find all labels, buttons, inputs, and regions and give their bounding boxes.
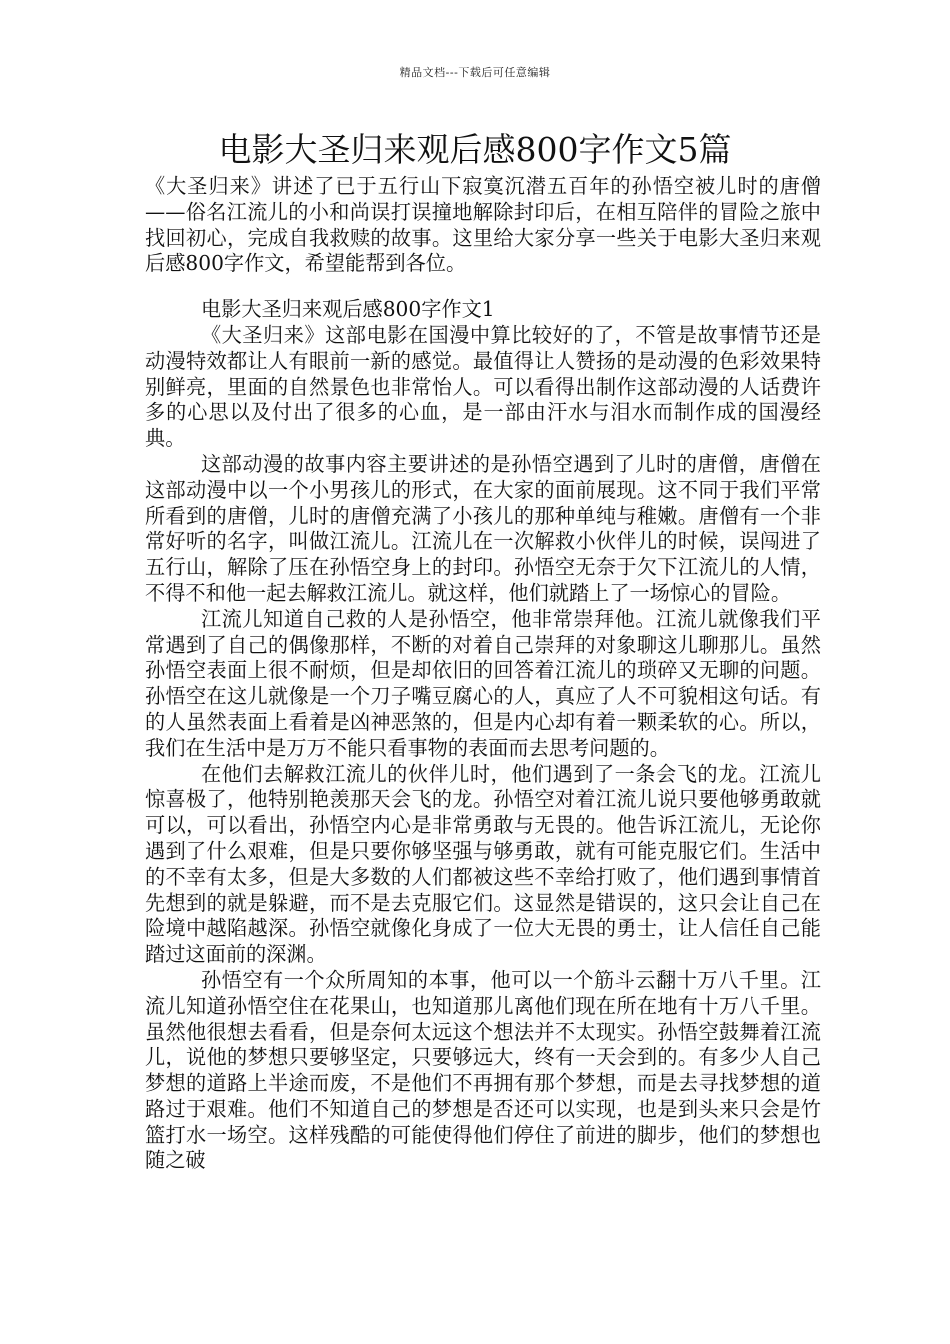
header-note: 精品文档---下载后可任意编辑: [399, 66, 551, 79]
body-paragraph: 孙悟空有一个众所周知的本事，他可以一个筋斗云翻十万八千里。江流儿知道孙悟空住在花果山，也知道那儿离他们现在所在地有十万八千里。虽然他很想去看看，但是奈何太远这个想法并不太现实。孙悟空鼓舞着江流儿，说他的梦想只要够坚定，只要够远大，终有一天会到的。有多少人自己梦想的道路上半途而废，不是他们不再拥有那个梦想，而是去寻找梦想的道路过于艰难。他们不知道自己的梦想是否还可以实现，也是到头来只会是竹篮打水一场空。这样残酷的可能使得他们停住了前进的脚步，他们的梦想也随之破: [145, 967, 821, 1173]
section-heading: 电影大圣归来观后感800字作文1: [201, 297, 495, 322]
intro-paragraph: 《大圣归来》讲述了已于五行山下寂寞沉潜五百年的孙悟空被儿时的唐僧——俗名江流儿的小和尚误打误撞地解除封印后，在相互陪伴的冒险之旅中找回初心，完成自我救赎的故事。这里给大家分享一些关于电影大圣归来观后感800字作文，希望能帮到各位。: [145, 174, 821, 276]
document-body: [145, 174, 821, 1174]
document-title: 电影大圣归来观后感800字作文5篇: [218, 130, 732, 169]
section-spacer: [145, 277, 821, 297]
body-paragraph: 这部动漫的故事内容主要讲述的是孙悟空遇到了儿时的唐僧，唐僧在这部动漫中以一个小男孩儿的形式，在大家的面前展现。这不同于我们平常所看到的唐僧，儿时的唐僧充满了小孩儿的那种单纯与稚嫩。唐僧有一个非常好听的名字，叫做江流儿。江流儿在一次解救小伙伴儿的时候，误闯进了五行山，解除了压在孙悟空身上的封印。孙悟空无奈于欠下江流儿的人情，不得不和他一起去解救江流儿。就这样，他们就踏上了一场惊心的冒险。: [145, 451, 821, 605]
body-paragraph: 《大圣归来》这部电影在国漫中算比较好的了，不管是故事情节还是动漫特效都让人有眼前一新的感觉。最值得让人赞扬的是动漫的色彩效果特别鲜亮，里面的自然景色也非常怡人。可以看得出制作这部动漫的人话费许多的心思以及付出了很多的心血，是一部由汗水与泪水而制作成的国漫经典。: [145, 322, 821, 451]
body-paragraph: 在他们去解救江流儿的伙伴儿时，他们遇到了一条会飞的龙。江流儿惊喜极了，他特别艳羡那天会飞的龙。孙悟空对着江流儿说只要他够勇敢就可以，可以看出，孙悟空内心是非常勇敢与无畏的。他告诉江流儿，无论你遇到了什么艰难，但是只要你够坚强与够勇敢，就有可能克服它们。生活中的不幸有太多，但是大多数的人们都被这些不幸给打败了，他们遇到事情首先想到的就是躲避，而不是去克服它们。这显然是错误的，这只会让自己在险境中越陷越深。孙悟空就像化身成了一位大无畏的勇士，让人信任自己能踏过这面前的深渊。: [145, 761, 821, 967]
body-paragraph: 江流儿知道自己救的人是孙悟空，他非常崇拜他。江流儿就像我们平常遇到了自己的偶像那样，不断的对着自己崇拜的对象聊这儿聊那儿。虽然孙悟空表面上很不耐烦，但是却依旧的回答着江流儿的琐碎又无聊的问题。孙悟空在这儿就像是一个刀子嘴豆腐心的人，真应了人不可貌相这句话。有的人虽然表面上看着是凶神恶煞的，但是内心却有着一颗柔软的心。所以，我们在生活中是万万不能只看事物的表面而去思考问题的。: [145, 606, 821, 760]
